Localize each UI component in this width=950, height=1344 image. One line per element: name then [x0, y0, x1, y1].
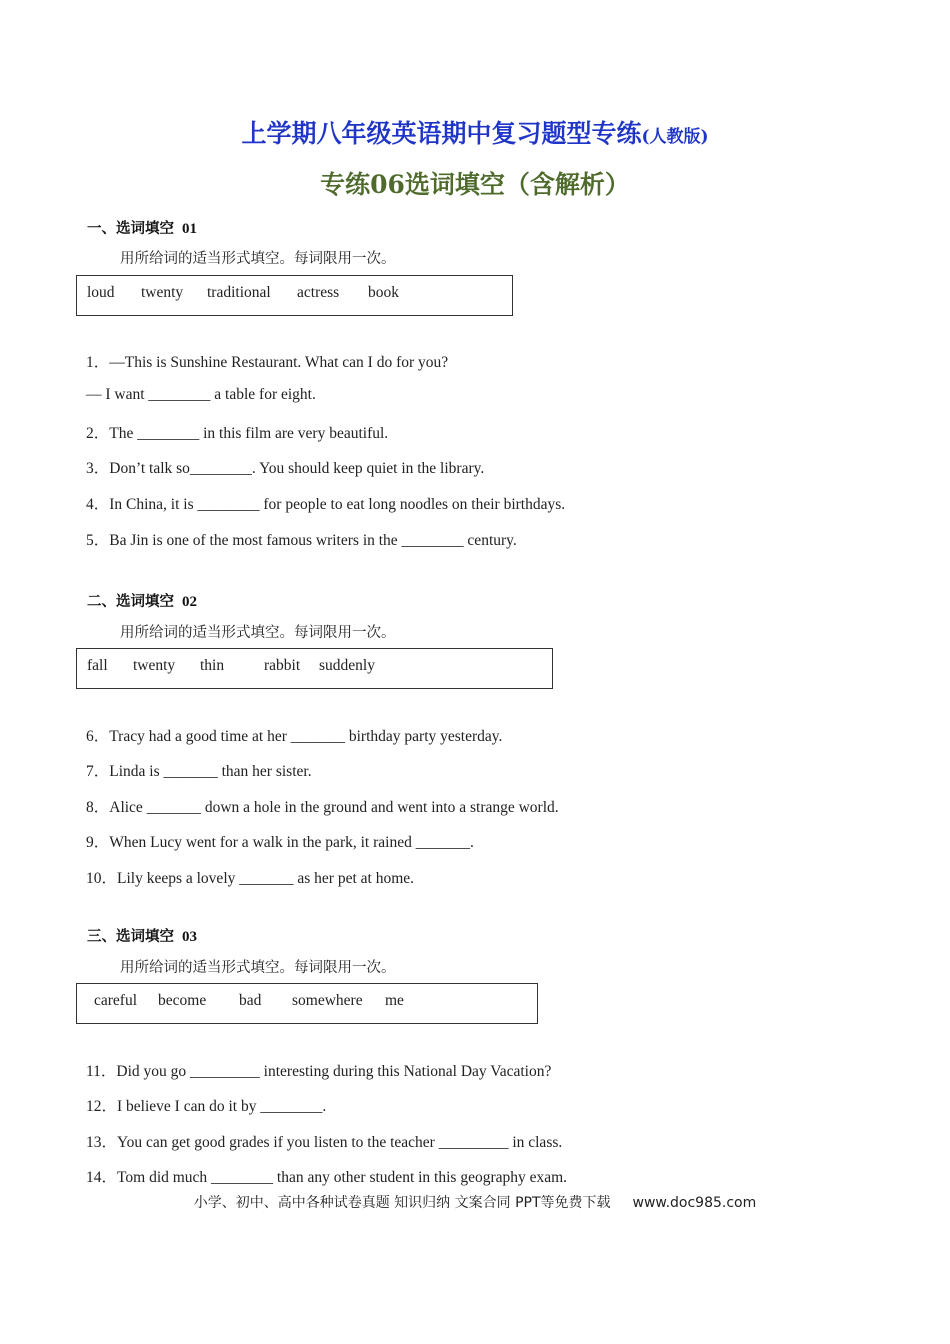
word-bank-item: suddenly	[319, 657, 375, 674]
word-bank-item: me	[385, 992, 404, 1009]
question-item: — I want ________ a table for eight.	[86, 386, 316, 403]
word-bank-item: somewhere	[292, 992, 363, 1009]
section-3-instruction: 用所给词的适当形式填空。每词限用一次。	[120, 960, 396, 976]
footer-link[interactable]: www.doc985.com	[632, 1195, 757, 1211]
question-item: 11．Did you go _________ interesting during this National Day Vacation?	[86, 1063, 552, 1080]
title-main: 上学期八年级英语期中复习题型专练	[241, 119, 642, 148]
section-3-number: 03	[182, 929, 197, 945]
word-bank-item: bad	[239, 992, 262, 1009]
word-bank-item: rabbit	[264, 657, 301, 674]
page-title	[0, 114, 950, 150]
section-1-word-box	[76, 275, 513, 316]
question-item: 4．In China, it is ________ for people to eat long noodles on their birthdays.	[86, 496, 566, 513]
section-2-heading	[87, 590, 197, 611]
question-item: 7．Linda is _______ than her sister.	[86, 763, 312, 780]
page-footer	[0, 1192, 950, 1212]
word-bank-item: twenty	[141, 284, 184, 301]
section-1-heading-text: 一、选词填空	[87, 221, 174, 237]
section-2-number: 02	[182, 594, 197, 610]
word-bank-item: loud	[87, 284, 115, 301]
word-bank-item: traditional	[207, 284, 271, 301]
word-bank-item: book	[368, 284, 399, 301]
question-item: 13．You can get good grades if you listen to the teacher _________ in class.	[86, 1134, 563, 1151]
section-1-heading	[87, 217, 197, 238]
question-item: 12．I believe I can do it by ________.	[86, 1098, 327, 1115]
question-item: 6．Tracy had a good time at her _______ birthday party yesterday.	[86, 728, 503, 745]
section-1-number: 01	[182, 221, 197, 237]
question-item: 3．Don’t talk so________. You should keep quiet in the library.	[86, 460, 485, 477]
question-item: 9．When Lucy went for a walk in the park, it rained _______.	[86, 834, 474, 851]
question-item: 10．Lily keeps a lovely _______ as her pet at home.	[86, 870, 415, 887]
section-3-word-box	[76, 983, 538, 1024]
section-2-instruction: 用所给词的适当形式填空。每词限用一次。	[120, 625, 396, 641]
section-2-heading-text: 二、选词填空	[87, 594, 174, 610]
question-item: 14．Tom did much ________ than any other student in this geography exam.	[86, 1169, 568, 1186]
word-bank-item: thin	[200, 657, 225, 674]
section-2-word-box	[76, 648, 553, 689]
word-bank-item: twenty	[133, 657, 176, 674]
question-item: 2．The ________ in this film are very beautiful.	[86, 425, 389, 442]
section-3-heading-text: 三、选词填空	[87, 929, 174, 945]
footer-text: 小学、初中、高中各种试卷真题 知识归纳 文案合同 PPT等免费下载	[193, 1195, 611, 1211]
word-bank-item: become	[158, 992, 207, 1009]
word-bank-item: fall	[87, 657, 108, 674]
word-bank-item: careful	[94, 992, 138, 1009]
section-3-heading	[87, 925, 197, 946]
question-item: 5．Ba Jin is one of the most famous writers in the ________ century.	[86, 532, 517, 549]
question-item: 1．—This is Sunshine Restaurant. What can I do for you?	[86, 354, 449, 371]
section-1-instruction: 用所给词的适当形式填空。每词限用一次。	[120, 251, 396, 267]
page-subtitle: 专练06选词填空（含解析）	[320, 170, 630, 199]
title-edition: (人教版)	[641, 127, 709, 147]
question-item: 8．Alice _______ down a hole in the ground and went into a strange world.	[86, 799, 559, 816]
word-bank-item: actress	[297, 284, 340, 301]
